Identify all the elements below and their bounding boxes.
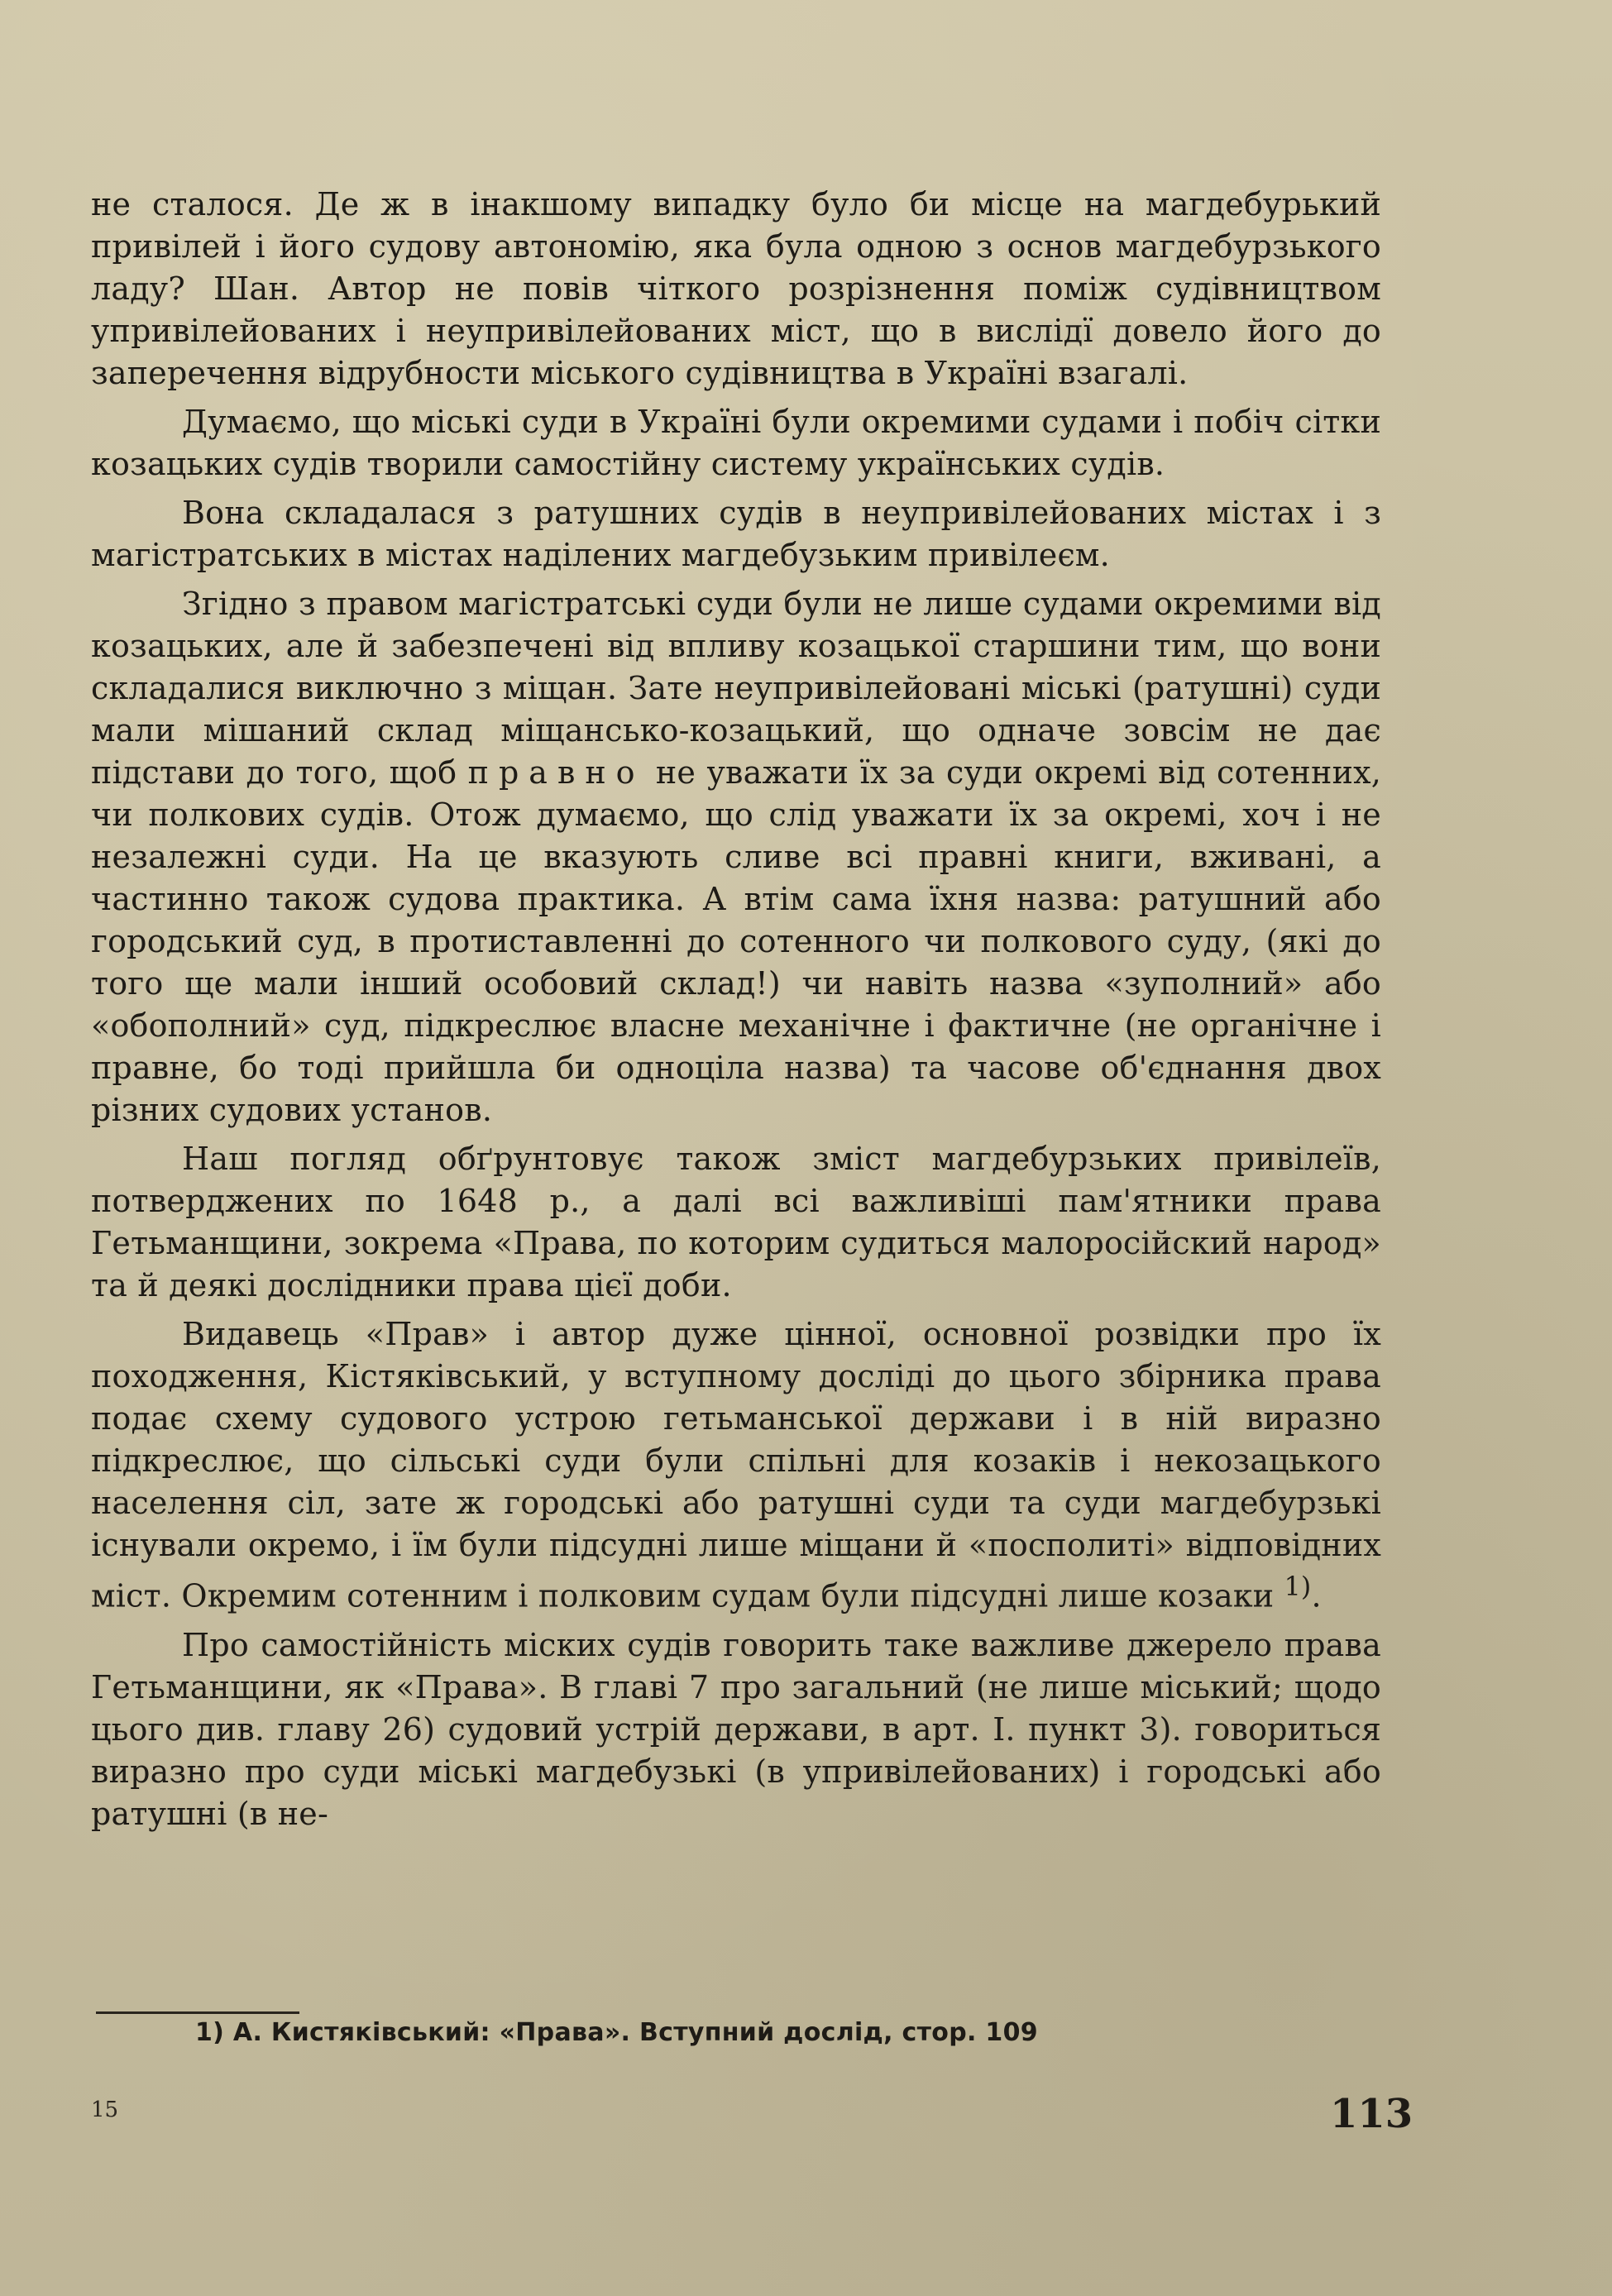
footnote-reference: 1) <box>1284 1572 1312 1602</box>
paragraph-4-text: Згідно з правом магістратські суди були не лише судами окремими від козацьких, але й забезпечені від впливу козацької старшини тим, що вони складалися виключно з міщан. Зате неупривілейовані міські (ратушні) суди мали мішаний склад міщансько-козацький, що одначе зовсім не дає підстави до того, щоб <box>91 586 1381 791</box>
page-number: 113 <box>1330 2091 1413 2137</box>
paragraph-4-continuation: не уважати їх за суди окремі від сотенних, чи полкових судів. Отож думаємо, що слід уважати їх за окремі, хоч і не незалежні суди. На це вказують сливе всі правні книги, вживані, а частинно також судова практика. А втім сама їхня назва: ратушний або городський суд, в протиставленні до сотенного чи полкового суду, (які до того ще мали інший особовий склад!) чи навіть назва «зуполний» або «обополний» суд, підкреслює власне механічне і фактичне (не органічне і правне, бо тоді прийшла би одноціла назва) та часове об'єднання двох різних судових установ. <box>91 754 1382 1128</box>
paragraph-5: Наш погляд обґрунтовує також зміст магдебурзьких привілеїв, потверджених по 1648 р., а далі всі важливіші пам'ятники права Гетьманщини, зокрема «Права, по которим судиться малоросійский народ» та й деякі дослідники права цієї доби. <box>91 1141 1381 1303</box>
footnote-divider <box>96 2011 299 2014</box>
paragraph-6-end: . <box>1311 1577 1322 1614</box>
paragraph-6-text: Видавець «Прав» і автор дуже цінної, основної розвідки про їх походження, Кістяківський, у вступному досліді до цього збірника права подає схему судового устрою гетьманської держави і в ній виразно підкреслює, що сільські суди були спільні для козаків і некозацького населення сіл, зате ж городські або ратушні суди та суди магдебурзькі існували окремо, і їм були підсудні лише міщани й «посполиті» відповідних міст. Окремим сотенним і полковим судам були підсудні лише козаки <box>91 1316 1381 1614</box>
paragraph-6 <box>91 1313 1381 1618</box>
paragraph-3: Вона складалася з ратушних судів в неупривілейованих містах і з магістратських в містах наділених магдебузьким привілеєм. <box>91 495 1381 573</box>
printer-signature-mark: 15 <box>91 2097 119 2122</box>
paragraph-4 <box>91 583 1381 1131</box>
paragraph-7: Про самостійність міских судів говорить таке важливе джерело права Гетьманщини, як «Права». В главі 7 про загальний (не лише міський; щодо цього див. главу 26) судовий устрій держави, в арт. І. пункт 3). говориться виразно про суди міські магдебузькі (в упривілейованих) і городські або ратушні (в не- <box>91 1626 1381 1832</box>
footnote: 1) А. Кистяківський: «Права». Вступний дослід, стор. 109 <box>195 2018 1038 2047</box>
spaced-emphasis-word: правно <box>467 754 645 791</box>
paragraph-2: Думаємо, що міські суди в Україні були окремими судами і побіч сітки козацьких судів творили самостійну систему українських судів. <box>91 404 1381 482</box>
paragraph-1: не сталося. Де ж в інакшому випадку було би місце на магдебурький привілей і його судову автономію, яка була одною з основ магдебурзького ладу? Шан. Автор не повів чіткого розрізнення поміж судівництвом упривілейованих і неупривілейованих міст, що в вислідї довело його до заперечення відрубности міського судівництва в Україні взагалі. <box>91 186 1381 391</box>
body-text <box>91 184 1381 1842</box>
